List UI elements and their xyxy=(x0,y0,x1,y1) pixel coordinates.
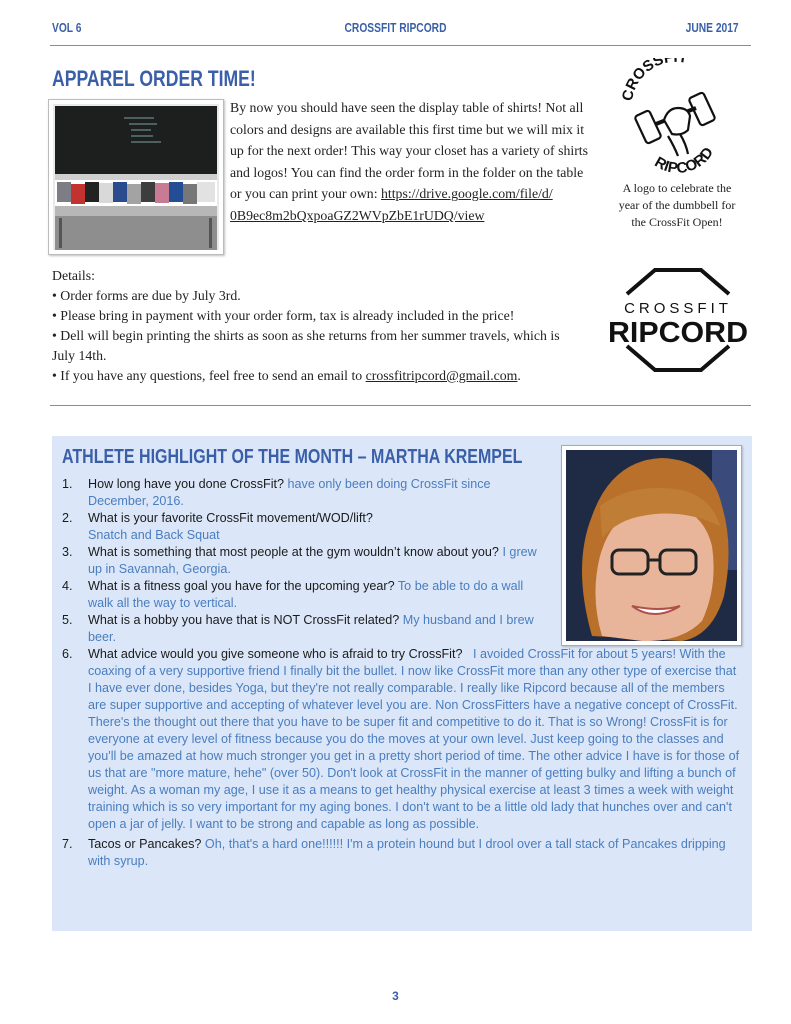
ripcord-hexagon-logo xyxy=(605,266,751,374)
qa-answer: Oh, that's a hard one!!!!!! I'm a protein hound but I drool over a tall stack of Pancakes dripping with syrup. xyxy=(88,837,726,868)
apparel-intro-text: By now you should have seen the display table of shirts! Not all colors and designs are available this first time but we will mix it up for the next order! This way your closet has a variety of shirts and logos! You can find the order form in the folder on the table or you can print your own: xyxy=(230,100,588,202)
qa-question: Tacos or Pancakes? xyxy=(88,837,205,851)
qa-question: What advice would you give someone who is afraid to try CrossFit? xyxy=(88,647,473,661)
ripcord-logo xyxy=(605,266,751,374)
dumbbell-fist-icon xyxy=(618,58,734,176)
qa-number: 1. xyxy=(62,477,73,491)
apparel-intro xyxy=(230,97,598,227)
detail-item: • Order forms are due by July 3rd. xyxy=(52,288,241,303)
section-rule xyxy=(50,405,751,406)
logo2-bottom-text: RIPCORD xyxy=(608,317,748,349)
order-form-link[interactable]: https://drive.google.com/file/d/ 0B9ec8m2bQxpoaGZ2WVpZbE1rUDQ/view xyxy=(230,186,553,223)
qa-item xyxy=(62,510,550,544)
qa-question: What is your favorite CrossFit movement/WOD/lift? xyxy=(88,511,373,525)
detail-item-contact xyxy=(52,366,597,386)
qa-item xyxy=(62,476,550,510)
shirt-display-photo xyxy=(48,99,224,255)
qa-answer: My husband and I brew beer. xyxy=(88,613,534,644)
logo-caption: A logo to celebrate the year of the dumbbell for the CrossFit Open! xyxy=(618,181,736,229)
contact-prefix: • If you have any questions, feel free to send an email to xyxy=(52,368,366,383)
qa-question: How long have you done CrossFit? xyxy=(88,477,288,491)
qa-number: 4. xyxy=(62,579,73,593)
page-number: 3 xyxy=(392,989,399,1003)
logo2-top-text: CROSSFIT xyxy=(624,300,732,317)
qa-answer: I avoided CrossFit for about 5 years! With the coaxing of a very supportive friend I finally bit the bullet. I now like CrossFit more than any other type of exercise that I have ever done, besides Yoga, but they're not really comparable. I really like Ripcord because all of the members are super supportive and accepting of whatever level you are. Non CrossFitters have a negative concept of CrossFit. There's the thought out there that you have to be super fit and competitive to do it. That is so Wrong! CrossFit is for everyone at every level of fitness because you do the moves at your own level. Just keep going to the classes and you'll be amazed at how much stronger you get in a pretty short period of time. The other advice I have is for those of us that are "more mature, hehe" (over 50). Don't look at CrossFit in the manner of getting bulky and lifting a bunch of weight. As a woman my age, I use it as a means to get healthy physical exercise at least 3 times a week with weight training which is so very important for my aging bones. I don't want to be a little old lady that hunches over and can't open a jar of jelly. I want to be strong and capable as long as possible. xyxy=(88,647,740,831)
volume-label: VOL 6 xyxy=(52,21,82,35)
contact-email-link[interactable]: crossfitripcord@gmail.com xyxy=(365,368,518,383)
apparel-details xyxy=(52,266,597,386)
qa-number: 5. xyxy=(62,613,73,627)
newsletter-title: CROSSFIT RIPCORD xyxy=(344,21,447,35)
qa-number: 2. xyxy=(62,511,73,525)
qa-answer: To be able to do a wall walk all the way to vertical. xyxy=(88,579,524,610)
qa-list xyxy=(62,476,746,870)
svg-text:CROSSFIT xyxy=(619,58,689,103)
dumbbell-logo xyxy=(618,58,734,176)
athlete-highlight-title: ATHLETE HIGHLIGHT OF THE MONTH – MARTHA KREMPEL xyxy=(62,446,523,468)
qa-question: What is a fitness goal you have for the upcoming year? xyxy=(88,579,398,593)
detail-item: • Dell will begin printing the shirts as soon as she returns from her summer travels, which is July 14th. xyxy=(52,328,560,363)
qa-item xyxy=(62,544,550,578)
logo1-bottom-text: RIPCORD xyxy=(651,144,717,176)
logo1-top-text: CROSS xyxy=(619,58,666,103)
qa-item xyxy=(62,612,554,646)
qa-answer: have only been doing CrossFit since December, 2016. xyxy=(88,477,491,508)
shirt-display-image xyxy=(49,100,223,254)
qa-number: 3. xyxy=(62,545,73,559)
contact-suffix: . xyxy=(517,368,521,383)
qa-question: What is a hobby you have that is NOT CrossFit related? xyxy=(88,613,403,627)
qa-item xyxy=(62,578,550,612)
qa-number: 7. xyxy=(62,837,73,851)
qa-item xyxy=(62,836,728,870)
qa-item xyxy=(62,646,740,833)
detail-item: • Please bring in payment with your order form, tax is already included in the price! xyxy=(52,308,515,323)
header-rule xyxy=(50,45,751,46)
issue-date: JUNE 2017 xyxy=(686,21,739,35)
details-label: Details: xyxy=(52,268,95,283)
apparel-title: APPAREL ORDER TIME! xyxy=(52,66,256,91)
qa-question: What is something that most people at the gym wouldn’t know about you? xyxy=(88,545,503,559)
qa-answer: Snatch and Back Squat xyxy=(88,528,220,542)
svg-text:RIPCORD xyxy=(652,144,717,176)
qa-number: 6. xyxy=(62,647,73,661)
qa-answer: I grew up in Savannah, Georgia. xyxy=(88,545,537,576)
